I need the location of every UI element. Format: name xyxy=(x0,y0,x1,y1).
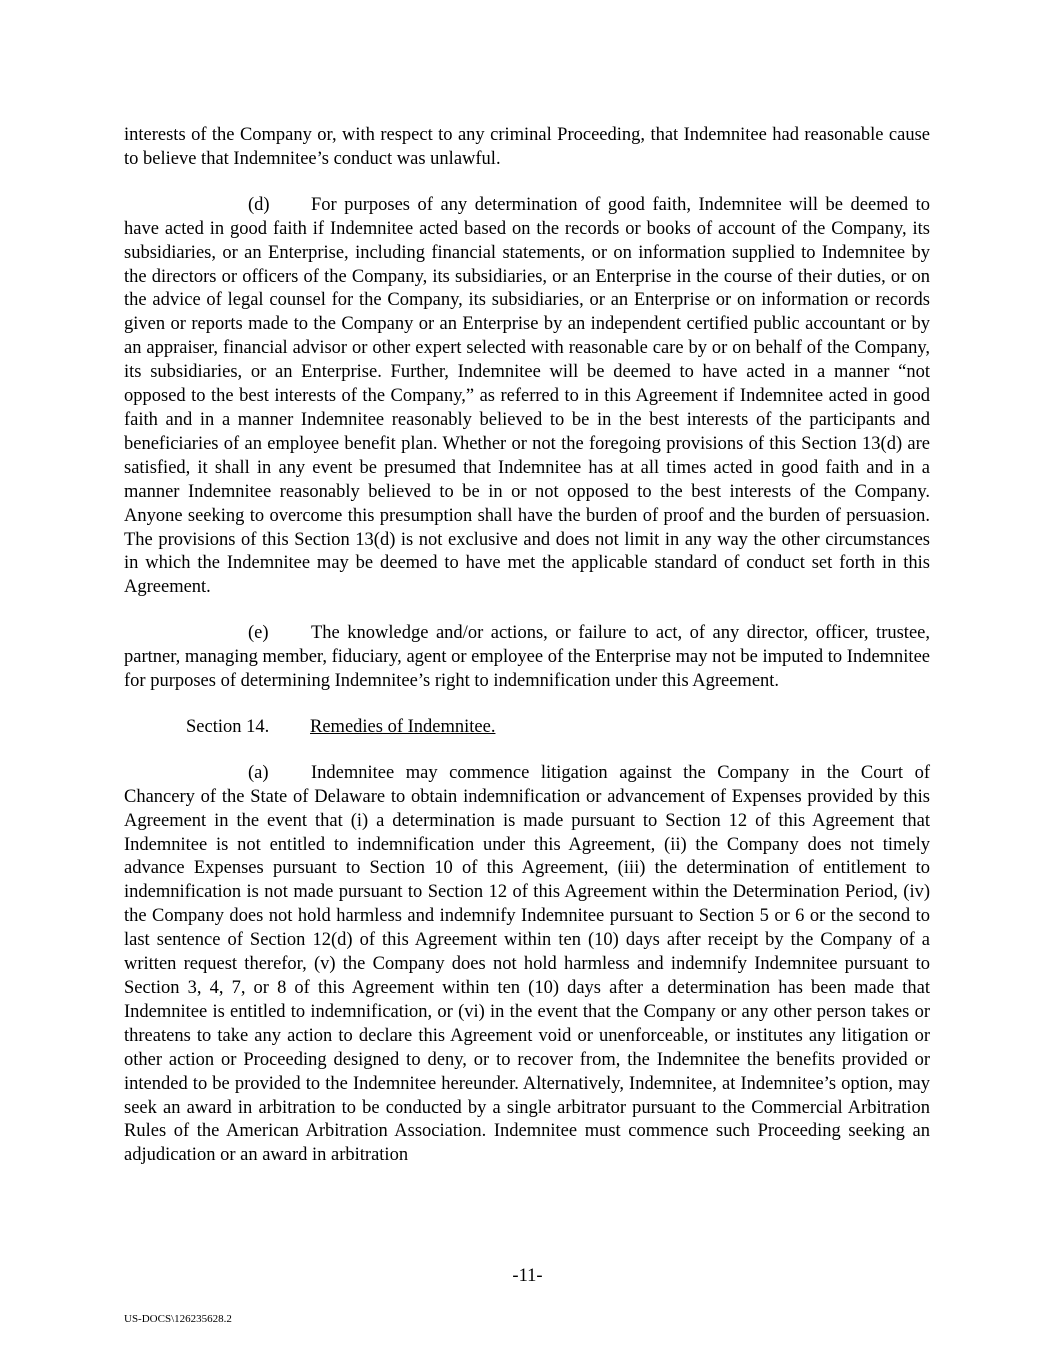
paragraph-continuation: interests of the Company or, with respect to any criminal Proceeding, that Indemnitee had reasonable cause to believe that Indemnitee’s conduct was unlawful. xyxy=(124,125,930,169)
paragraph-text: The knowledge and/or actions, or failure to act, of any director, officer, trustee, partner, managing member, fiduciary, agent or employee of the Enterprise may not be imputed to Indemnitee for purposes of determining Indemnitee’s right to indemnification under this Agreement. xyxy=(124,623,930,692)
page-number: -11- xyxy=(512,1266,543,1286)
paragraph-marker: (d) xyxy=(248,194,270,215)
section-14-heading xyxy=(124,716,930,740)
paragraph-text: For purposes of any determination of good faith, Indemnitee will be deemed to have acted in good faith if Indemnitee acted based on the records or books of account of the Company, its subsidiaries, or an Enterprise, including financial statements, or on information supplied to Indemnitee by the directors or officers of the Company, its subsidiaries, or an Enterprise in the course of their duties, or on the advice of legal counsel for the Company, its subsidiaries, or an Enterprise or on information or records given or reports made to the Company or an Enterprise by an independent certified public accountant or by an appraiser, financial advisor or other expert selected with reasonable care by or on behalf of the Company, its subsidiaries, or an Enterprise. Further, Indemnitee will be deemed to have acted in a manner “not opposed to the best interests of the Company,” as referred to in this Agreement if Indemnitee acted in good faith and in a manner Indemnitee reasonably believed to be in the best interests of the participants and beneficiaries of an employee benefit plan. Whether or not the foregoing provisions of this Section 13(d) are satisfied, it shall in any event be presumed that Indemnitee has at all times acted in good faith and in a manner Indemnitee reasonably believed to be in or not opposed to the best interests of the Company. Anyone seeking to overcome this presumption shall have the burden of proof and the burden of persuasion. The provisions of this Section 13(d) is not exclusive and does not limit in any way the other circumstances in which the Indemnitee may be deemed to have met the applicable standard of conduct set forth in this Agreement. xyxy=(124,194,930,598)
paragraph-13d xyxy=(124,194,930,600)
paragraph-14a xyxy=(124,762,930,1168)
document-body xyxy=(124,124,930,1190)
paragraph-text: Indemnitee may commence litigation against the Company in the Court of Chancery of the State of Delaware to obtain indemnification or advancement of Expenses provided by this Agreement in the event that (i) a determination is made pursuant to Section 12 of this Agreement that Indemnitee is not entitled to indemnification under this Agreement, (ii) the Company does not timely advance Expenses pursuant to Section 10 of this Agreement, (iii) the determination of entitlement to indemnification is not made pursuant to Section 12 of this Agreement within the Determination Period, (iv) the Company does not hold harmless and indemnify Indemnitee pursuant to Section 5 or 6 or the second to last sentence of Section 12(d) of this Agreement within ten (10) days after receipt by the Company of a written request therefor, (v) the Company does not hold harmless and indemnify Indemnitee pursuant to Section 3, 4, 7, or 8 of this Agreement within ten (10) days after a determination has been made that Indemnitee is entitled to indemnification, or (vi) in the event that the Company or any other person takes or threatens to take any action to declare this Agreement void or unenforceable, or institutes any litigation or other action or Proceeding designed to deny, or to recover from, the Indemnitee the benefits provided or intended to be provided to the Indemnitee hereunder. Alternatively, Indemnitee, at Indemnitee’s option, may seek an award in arbitration to be conducted by a single arbitrator pursuant to the Commercial Arbitration Rules of the American Arbitration Association. Indemnitee must commence such Proceeding seeking an adjudication or an award in arbitration xyxy=(124,762,930,1166)
section-title: Remedies of Indemnitee. xyxy=(310,716,496,737)
paragraph-marker: (a) xyxy=(248,762,269,783)
paragraph-13e xyxy=(124,622,930,694)
section-number: Section 14. xyxy=(186,716,270,737)
paragraph-marker: (e) xyxy=(248,623,269,644)
document-id: US-DOCS\126235628.2 xyxy=(124,1313,232,1325)
